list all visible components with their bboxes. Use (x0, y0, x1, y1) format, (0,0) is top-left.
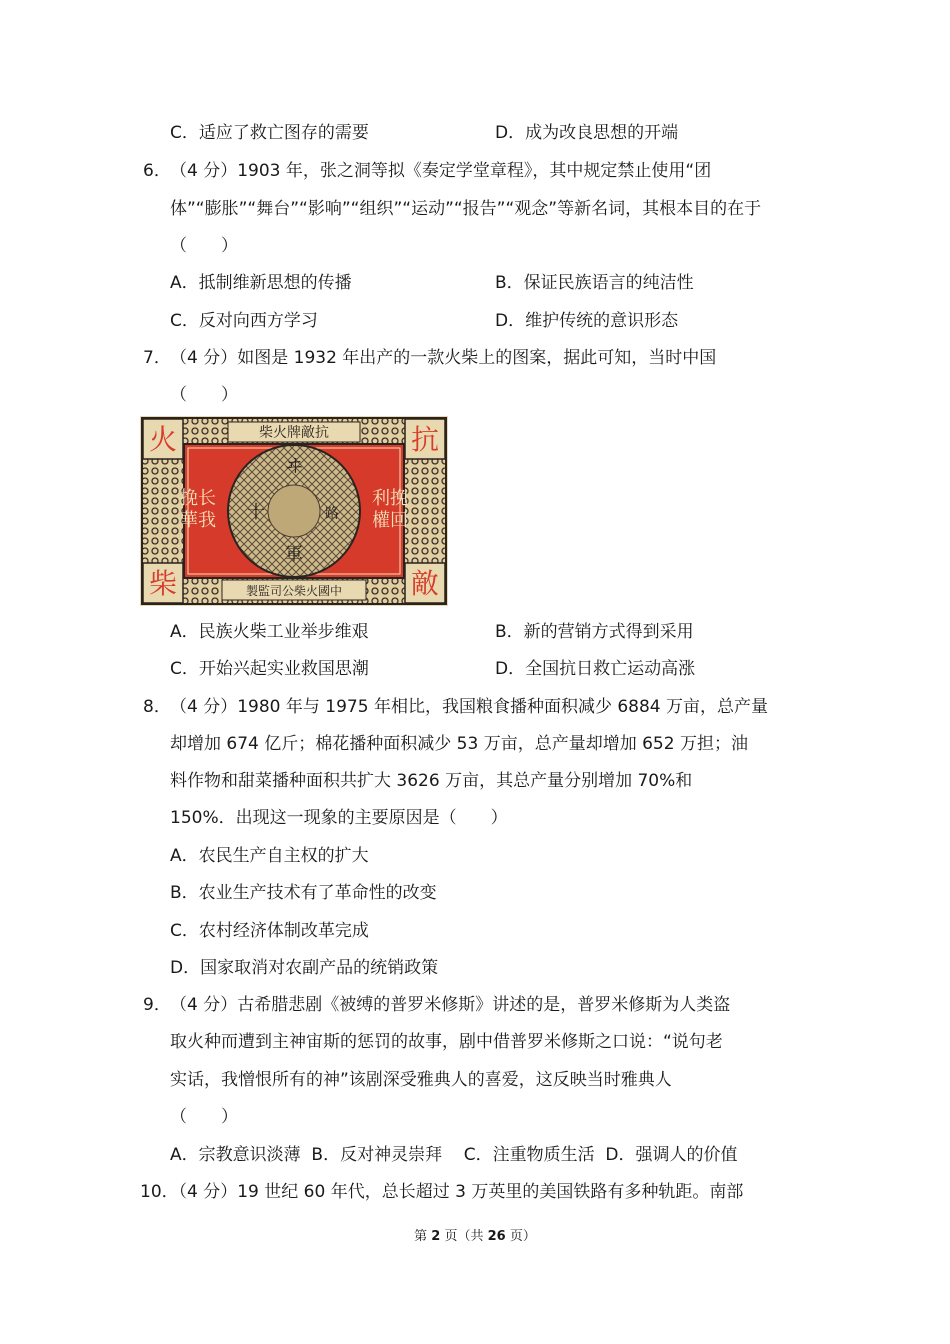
footer-middle: 页（共 (444, 1229, 484, 1244)
q6-option-a: A．抵制维新思想的传播 (170, 273, 352, 293)
q8-stem-line-2: 却增加 674 亿斤；棉花播种面积减少 53 万亩，总产量却增加 652 万担；油 (170, 734, 748, 754)
q9-stem-line-1: （4 分）古希腊悲剧《被缚的普罗米修斯》讲述的是，普罗米修斯为人类盗 (170, 995, 731, 1015)
q7-option-b: B．新的营销方式得到采用 (495, 622, 694, 642)
q7-option-c: C．开始兴起实业救国思潮 (170, 659, 369, 679)
q7-stem-line-1: （4 分）如图是 1932 年出产的一款火柴上的图案，据此可知，当时中国 (170, 348, 717, 368)
q7-option-d: D．全国抗日救亡运动高涨 (495, 659, 696, 679)
footer-suffix: 页） (509, 1229, 536, 1244)
q6-option-d: D．维护传统的意识形态 (495, 311, 679, 331)
q8-option-a: A．农民生产自主权的扩大 (170, 846, 369, 866)
q9-options: A．宗教意识淡薄 B．反对神灵崇拜 C．注重物质生活 D．强调人的价值 (170, 1145, 738, 1165)
q9-stem-line-4: （ ） (170, 1107, 238, 1127)
q9-number: 9． (143, 995, 171, 1015)
label-center-left: 十 (247, 502, 265, 523)
footer-total-pages: 26 (487, 1229, 506, 1244)
q6-stem-line-1: （4 分）1903 年，张之洞等拟《奏定学堂章程》，其中规定禁止使用“团 (170, 161, 712, 181)
q6-option-b: B．保证民族语言的纯洁性 (495, 273, 694, 293)
label-corner-br: 敵 (410, 567, 440, 600)
label-right-line-2: 權回 (372, 510, 408, 531)
q7-stem-line-2: （ ） (170, 385, 238, 405)
q7-option-a: A．民族火柴工业举步维艰 (170, 622, 369, 642)
q8-number: 8． (143, 697, 171, 717)
q10-number: 10． (140, 1182, 179, 1202)
label-center-right: 路 (325, 506, 339, 522)
label-corner-tl: 火 (148, 423, 178, 456)
footer-prefix: 第 (414, 1229, 428, 1244)
label-left-line-1: 挽长 (180, 488, 216, 509)
label-corner-tr: 抗 (410, 423, 440, 456)
label-center-top: ヰ (285, 456, 303, 477)
q8-option-d: D．国家取消对农副产品的统销政策 (170, 958, 439, 978)
q9-stem-line-2: 取火种而遭到主神宙斯的惩罚的故事，剧中借普罗米修斯之口说：“说句老 (170, 1032, 723, 1052)
q6-option-c: C．反对向西方学习 (170, 311, 318, 331)
q8-stem-line-1: （4 分）1980 年与 1975 年相比，我国粮食播种面积减少 6884 万亩，总产量 (170, 697, 769, 717)
label-corner-bl: 柴 (148, 567, 178, 600)
q6-stem-line-2: 体”“膨胀”“舞台”“影响”“组织”“运动”“报告”“观念”等新名词，其根本目的在于 (170, 199, 762, 219)
q6-stem-line-3: （ ） (170, 236, 238, 256)
label-bottom-text: 製監司公柴火國中 (245, 584, 343, 598)
q8-option-c: C．农村经济体制改革完成 (170, 921, 369, 941)
q5-option-c: C．适应了救亡图存的需要 (170, 123, 369, 143)
q8-stem-line-3: 料作物和甜菜播种面积共扩大 3626 万亩，其总产量分别增加 70%和 (170, 771, 693, 791)
q9-stem-line-3: 实话，我憎恨所有的神”该剧深受雅典人的喜爱，这反映当时雅典人 (170, 1070, 672, 1090)
q6-number: 6． (143, 161, 171, 181)
q8-option-b: B．农业生产技术有了革命性的改变 (170, 883, 437, 903)
page-footer (0, 1227, 950, 1247)
footer-page-number: 2 (431, 1229, 441, 1244)
label-right-line-1: 利挽 (372, 488, 408, 509)
label-left-line-2: 華我 (180, 510, 216, 531)
q7-number: 7． (143, 348, 171, 368)
label-center-bottom: 軍 (285, 544, 303, 565)
q5-option-d: D．成为改良思想的开端 (495, 123, 679, 143)
q10-stem-line-1: （4 分）19 世纪 60 年代，总长超过 3 万英里的美国铁路有多种轨距。南部 (170, 1182, 744, 1202)
matchbox-label-image (140, 416, 448, 606)
label-top-text: 柴火牌敵抗 (259, 425, 329, 441)
q8-stem-line-4: 150%．出现这一现象的主要原因是（ ） (170, 808, 508, 828)
